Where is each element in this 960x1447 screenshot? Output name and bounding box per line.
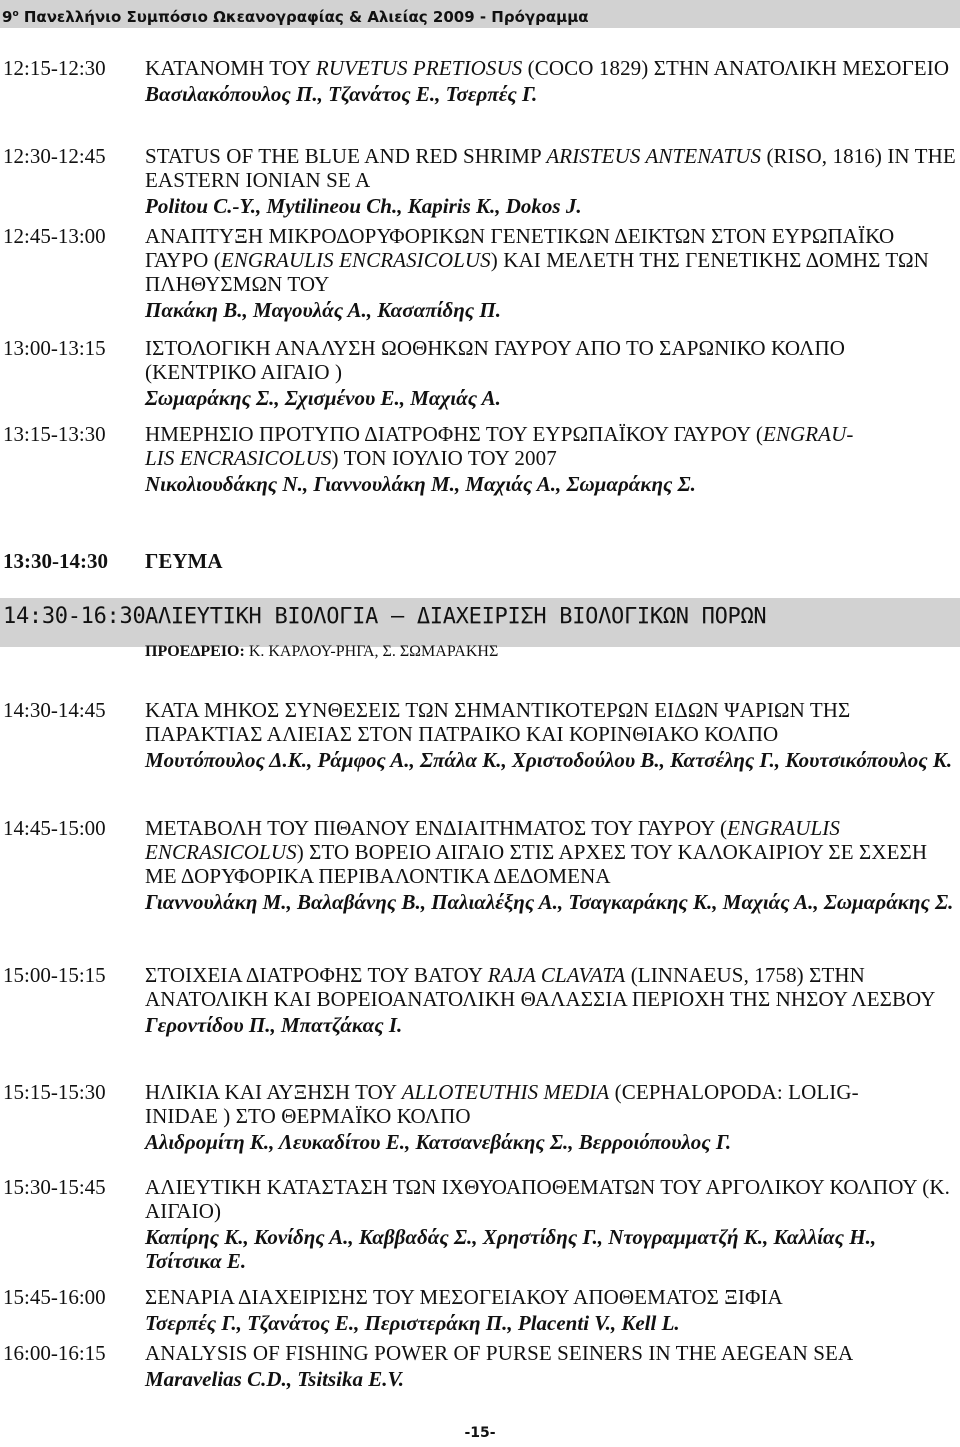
entry-time: 12:45-13:00 xyxy=(3,224,106,248)
entry-time: 16:00-16:15 xyxy=(3,1341,106,1365)
entry-title: ΣΤΟΙΧΕΙΑ ΔΙΑΤΡΟΦΗΣ ΤΟΥ ΒΑΤΟΥ RAJA CLAVATA (LINNAEUS, 1758) ΣΤΗΝ ΑΝΑΤΟΛΙΚΗ ΚΑΙ ΒΟΡΕΙΟΑΝΑΤΟΛΙΚΗ ΘΑΛΑΣΣΙΑ ΠΕΡΙΟΧΗ ΤΗΣ ΝΗΣΟΥ ΛΕΣΒΟΥ xyxy=(145,963,936,1011)
entry-body xyxy=(145,144,957,224)
header-title: Πανελλήνιο Συμπόσιο Ωκεανογραφίας & Αλιείας 2009 - Πρόγραμμα xyxy=(23,8,589,26)
entry-body xyxy=(145,1175,957,1285)
program-entry xyxy=(0,1175,960,1285)
entry-time: 12:15-12:30 xyxy=(3,56,106,80)
afternoon-entries xyxy=(0,698,960,1391)
page-number: -15- xyxy=(464,1425,496,1441)
entry-time: 15:15-15:30 xyxy=(3,1080,106,1104)
entry-authors: Μουτόπουλος Δ.Κ., Ράμφος Α., Σπάλα Κ., Χριστοδούλου Β., Κατσέλης Γ., Κουτσικόπουλος Κ. xyxy=(145,748,953,772)
session-title xyxy=(3,605,766,629)
program-entry xyxy=(0,698,960,816)
morning-entries xyxy=(0,56,960,496)
program-entry xyxy=(0,144,960,224)
entry-authors: Γιαννουλάκη Μ., Βαλαβάνης Β., Παλιαλέξης Α., Τσαγκαράκης Κ., Μαχιάς Α., Σωμαράκης Σ. xyxy=(145,890,954,914)
entry-time: 12:30-12:45 xyxy=(3,144,106,168)
entry-title: ANALYSIS OF FISHING POWER OF PURSE SEINERS IN THE AEGEAN SEA xyxy=(145,1341,854,1365)
program-entry xyxy=(0,1285,960,1341)
entry-title: STATUS OF THE BLUE AND RED SHRIMP ARISTEUS ANTENATUS (RISO, 1816) IN THE EASTERN IONIAN SE A xyxy=(145,144,956,192)
entry-authors: Politou C.-Y., Mytilineou Ch., Kapiris K., Dokos J. xyxy=(145,194,582,218)
entry-body xyxy=(145,224,957,336)
entry-time: 14:30-14:45 xyxy=(3,698,106,722)
entry-title: ΜΕΤΑΒΟΛΗ ΤΟΥ ΠΙΘΑΝΟΥ ΕΝΔΙΑΙΤΗΜΑΤΟΣ ΤΟΥ ΓΑΥΡΟΥ (ENGRAULIS ENCRASICOLUS) ΣΤΟ ΒΟΡΕΙΟ ΑΙΓΑΙΟ ΣΤΙΣ ΑΡΧΕΣ ΤΟΥ ΚΑΛΟΚΑΙΡΙΟΥ ΣΕ ΣΧΕΣΗ ΜΕ ΔΟΡΥΦΟΡΙΚΑ ΠΕΡΙΒΑΛΟΝΤΙΚΑ ΔΕΔΟΜΕΝΑ xyxy=(145,816,928,888)
entry-time: 15:30-15:45 xyxy=(3,1175,106,1199)
page-header xyxy=(0,0,960,28)
entry-body xyxy=(145,56,957,144)
header-ordinal: ο xyxy=(12,9,19,19)
entry-body xyxy=(145,336,957,422)
program-entry xyxy=(0,422,960,496)
entry-authors: Νικολιουδάκης Ν., Γιαννουλάκη Μ., Μαχιάς Α., Σωμαράκης Σ. xyxy=(145,472,696,496)
lunch-time: 13:30-14:30 xyxy=(3,549,108,573)
entry-body xyxy=(145,422,957,496)
entry-body xyxy=(145,963,957,1080)
entry-authors: Αλιδρομίτη Κ., Λευκαδίτου Ε., Κατσανεβάκης Σ., Βερροιόπουλος Γ. xyxy=(145,1130,732,1154)
entry-time: 13:15-13:30 xyxy=(3,422,106,446)
entry-body xyxy=(145,816,957,963)
entry-authors: Γεροντίδου Π., Μπατζάκας Ι. xyxy=(145,1013,403,1037)
entry-authors: Maravelias C.D., Tsitsika E.V. xyxy=(145,1367,405,1391)
entry-authors: Βασιλακόπουλος Π., Τζανάτος Ε., Τσερπές Γ. xyxy=(145,82,538,106)
program-entry xyxy=(0,1080,960,1175)
entry-authors: Πακάκη Β., Μαγουλάς Α., Κασαπίδης Π. xyxy=(145,298,501,322)
program-entry xyxy=(0,816,960,963)
program-entry xyxy=(0,224,960,336)
entry-title: ΑΛΙΕΥΤΙΚΗ ΚΑΤΑΣΤΑΣΗ ΤΩΝ ΙΧΘΥΟΑΠΟΘΕΜΑΤΩΝ ΤΟΥ ΑΡΓΟΛΙΚΟΥ ΚΟΛΠΟΥ (Κ. ΑΙΓΑΙΟ) xyxy=(145,1175,950,1223)
entry-body xyxy=(145,1285,957,1341)
entry-authors: Καπίρης Κ., Κονίδης Α., Καββαδάς Σ., Χρηστίδης Γ., Ντογραμματζή Κ., Καλλίας Η., Τσίτσικα Ε. xyxy=(145,1225,877,1273)
program-entry xyxy=(0,336,960,422)
entry-authors: Τσερπές Γ., Τζανάτος Ε., Περιστεράκη Π., Placenti V., Kell L. xyxy=(145,1311,680,1335)
entry-title: ΚΑΤΑ ΜΗΚΟΣ ΣΥΝΘΕΣΕΙΣ ΤΩΝ ΣΗΜΑΝΤΙΚΟΤΕΡΩΝ ΕΙΔΩΝ ΨΑΡΙΩΝ ΤΗΣ ΠΑΡΑΚΤΙΑΣ ΑΛΙΕΙΑΣ ΣΤΟΝ ΠΑΤΡΑΙΚΟ ΚΑΙ ΚΟΡΙΝΘΙΑΚΟ ΚΟΛΠΟ xyxy=(145,698,851,746)
entry-body xyxy=(145,698,957,816)
session-name: ΑΛΙΕΥΤΙΚΗ ΒΙΟΛΟΓΙΑ – ΔΙΑΧΕΙΡΙΣΗ ΒΙΟΛΟΓΙΚΩΝ ΠΟΡΩΝ xyxy=(145,604,767,629)
program-entry xyxy=(0,1341,960,1391)
session-time: 14:30-16:30 xyxy=(3,604,146,629)
entry-authors: Σωμαράκης Σ., Σχισμένου Ε., Μαχιάς Α. xyxy=(145,386,501,410)
entry-time: 15:00-15:15 xyxy=(3,963,106,987)
lunch-label: ΓΕΥΜΑ xyxy=(145,549,223,573)
entry-title: ΚΑΤΑΝΟΜΗ ΤΟΥ RUVETUS PRETIOSUS (COCO 1829) ΣΤΗΝ ΑΝΑΤΟΛΙΚΗ ΜΕΣΟΓΕΙΟ xyxy=(145,56,950,80)
session-chairs xyxy=(145,642,498,662)
entry-time: 15:45-16:00 xyxy=(3,1285,106,1309)
header-number: 9 xyxy=(2,8,13,26)
entry-title: ΣΕΝΑΡΙΑ ΔΙΑΧΕΙΡΙΣΗΣ ΤΟΥ ΜΕΣΟΓΕΙΑΚΟΥ ΑΠΟΘΕΜΑΤΟΣ ΞΙΦΙΑ xyxy=(145,1285,783,1309)
session-header-bar xyxy=(0,598,960,647)
chairs-names: Κ. ΚΑΡΛΟΥ-ΡΗΓΑ, Σ. ΣΩΜΑΡΑΚΗΣ xyxy=(248,643,499,660)
entry-title: ΗΜΕΡΗΣΙΟ ΠΡΟΤΥΠΟ ΔΙΑΤΡΟΦΗΣ ΤΟΥ ΕΥΡΩΠΑΪΚΟΥ ΓΑΥΡΟΥ (ENGRAU- LIS ENCRASICOLUS) ΤΟΝ ΙΟΥΛΙΟ ΤΟΥ 2007 xyxy=(145,422,854,470)
entry-title: ΙΣΤΟΛΟΓΙΚΗ ΑΝΑΛΥΣΗ ΩΟΘΗΚΩΝ ΓΑΥΡΟΥ ΑΠΟ ΤΟ ΣΑΡΩΝΙΚΟ ΚΟΛΠΟ (ΚΕΝΤΡΙΚΟ ΑΙΓΑΙΟ ) xyxy=(145,336,845,384)
entry-body xyxy=(145,1080,957,1175)
lunch-row xyxy=(0,549,960,573)
entry-title: ΗΛΙΚΙΑ ΚΑΙ ΑΥΞΗΣΗ ΤΟΥ ALLOTEUTHIS MEDIA (CEPHALOPODA: LOLIG- INIDAE ) ΣΤΟ ΘΕΡΜΑΪΚΟ ΚΟΛΠΟ xyxy=(145,1080,859,1128)
entry-time: 14:45-15:00 xyxy=(3,816,106,840)
entry-title: ΑΝΑΠΤΥΞΗ ΜΙΚΡΟΔΟΡΥΦΟΡΙΚΩΝ ΓΕΝΕΤΙΚΩΝ ΔΕΙΚΤΩΝ ΣΤΟΝ ΕΥΡΩΠΑΪΚΟ ΓΑΥΡΟ (ENGRAULIS ENCRASICOLUS) ΚΑΙ ΜΕΛΕΤΗ ΤΗΣ ΓΕΝΕΤΙΚΗΣ ΔΟΜΗΣ ΤΩΝ ΠΛΗΘΥΣΜΩΝ ΤΟΥ xyxy=(145,224,929,296)
entry-time: 13:00-13:15 xyxy=(3,336,106,360)
chairs-label: ΠΡΟΕΔΡΕΙΟ: xyxy=(145,643,245,660)
program-entry xyxy=(0,56,960,144)
entry-body xyxy=(145,1341,957,1391)
program-entry xyxy=(0,963,960,1080)
